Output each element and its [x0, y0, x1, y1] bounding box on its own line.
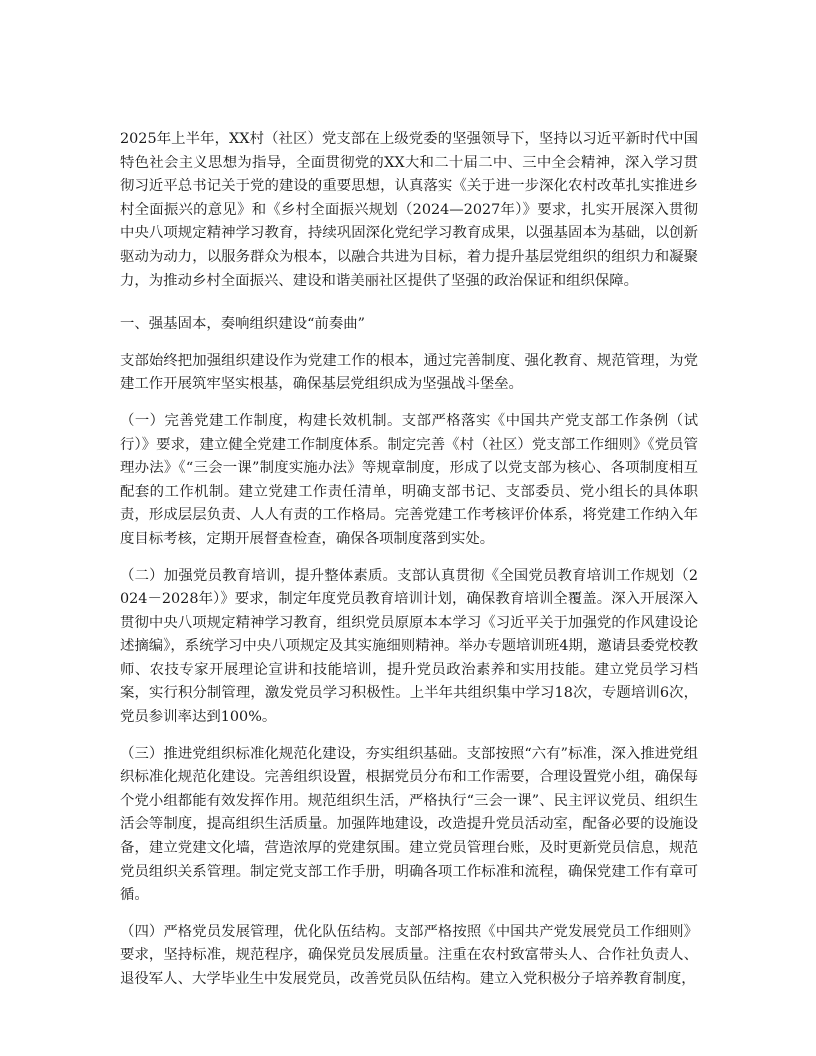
section-heading: 一、强基固本，奏响组织建设“前奏曲” — [120, 316, 365, 333]
item-3-paragraph: （三）推进党组织标准化规范化建设，夯实组织基础。支部按照“六有”标准，深入推进党组织标准化规范化建设。完善组织设置，根据党员分布和工作需要，合理设置党小组，确保每个党小组都能有效发挥作用。规范组织生活，严格执行“三会一课”、民主评议党员、组织生活会等制度，提高组织生活质量。加强阵地建设，改造提升党员活动室，配备必要的设施设备，建立党建文化墙，营造浓厚的党建氛围。建立党员管理台账，及时更新党员信息，规范党员组织关系管理。制定党支部工作手册，明确各项工作标准和流程，确保党建工作有章可循。 — [120, 745, 698, 904]
intro-paragraph: 2025年上半年，XX村（社区）党支部在上级党委的坚强领导下，坚持以习近平新时代中国特色社会主义思想为指导，全面贯彻党的XX大和二十届二中、三中全会精神，深入学习贯彻习近平总书记关于党的建设的重要思想，认真落实《关于进一步深化农村改革扎实推进乡村全面振兴的意见》和《乡村全面振兴规划（2024—2027年）》要求，扎实开展深入贯彻中央八项规定精神学习教育，持续巩固深化党纪学习教育成果，以强基固本为基础，以创新驱动为动力，以服务群众为根本，以融合共进为目标，着力提升基层党组织的组织力和凝聚力，为推动乡村全面振兴、建设和谐美丽社区提供了坚强的政治保证和组织保障。 — [120, 131, 698, 289]
document-page — [120, 128, 698, 992]
item-4-paragraph: （四）严格党员发展管理，优化队伍结构。支部严格按照《中国共产党发展党员工作细则》要求，坚持标准，规范程序，确保党员发展质量。注重在农村致富带头人、合作社负责人、退役军人、大学毕业生中发展党员，改善党员队伍结构。建立入党积极分子培养教育制度， — [120, 923, 698, 987]
item-1-paragraph: （一）完善党建工作制度，构建长效机制。支部严格落实《中国共产党支部工作条例（试行）》要求，建立健全党建工作制度体系。制定完善《村（社区）党支部工作细则》《党员管理办法》《“三会一课”制度实施办法》等规章制度，形成了以党支部为核心、各项制度相互配套的工作机制。建立党建工作责任清单，明确支部书记、支部委员、党小组长的具体职责，形成层层负责、人人有责的工作格局。完善党建工作考核评价体系，将党建工作纳入年度目标考核，定期开展督查检查，确保各项制度落到实处。 — [120, 412, 698, 547]
section-intro-paragraph: 支部始终把加强组织建设作为党建工作的根本，通过完善制度、强化教育、规范管理，为党建工作开展筑牢坚实根基，确保基层党组织成为坚强战斗堡垒。 — [120, 352, 698, 393]
item-2-paragraph: （二）加强党员教育培训，提升整体素质。支部认真贯彻《全国党员教育培训工作规划（2024－2028年）》要求，制定年度党员教育培训计划，确保教育培训全覆盖。深入开展深入贯彻中央八项规定精神学习教育，组织党员原原本本学习《习近平关于加强党的作风建设论述摘编》，系统学习中央八项规定及其实施细则精神。举办专题培训班4期，邀请县委党校教师、农技专家开展理论宣讲和技能培训，提升党员政治素养和实用技能。建立党员学习档案，实行积分制管理，激发党员学习积极性。上半年共组织集中学习18次，专题培训6次，党员参训率达到100%。 — [120, 567, 698, 726]
